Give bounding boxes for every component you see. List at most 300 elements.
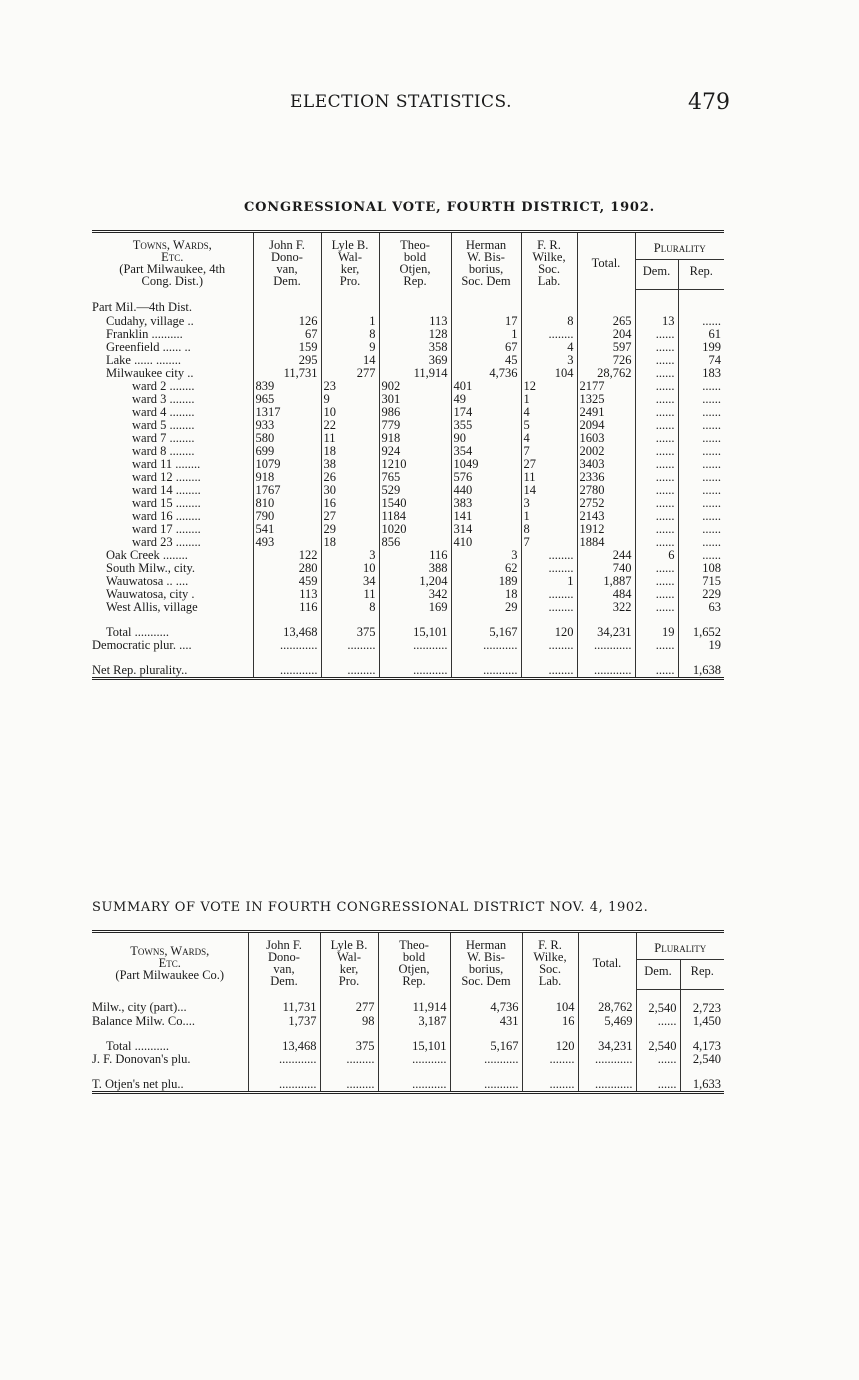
cell-plurality-dem: ......: [635, 562, 678, 575]
cell-plurality-dem: ......: [635, 341, 678, 354]
cell-bisborius: 90: [451, 432, 521, 445]
table-row: [92, 406, 724, 419]
cell-wilke: ........: [521, 601, 577, 614]
congressional-vote-title: CONGRESSIONAL VOTE, FOURTH DISTRICT, 1902.: [244, 200, 655, 215]
cell-total: 1912: [577, 523, 635, 536]
cell-plurality-dem: ......: [635, 458, 678, 471]
cell-donovan: 67: [253, 328, 321, 341]
running-title: ELECTION STATISTICS.: [290, 92, 512, 112]
cell-plurality-rep: 2,540: [680, 1053, 724, 1066]
cell-plurality-dem: ......: [635, 432, 678, 445]
row-label: Franklin ..........: [106, 326, 183, 341]
cell-otjen: 856: [379, 536, 451, 549]
cell-otjen: 388: [379, 562, 451, 575]
header-plurality: Plurality: [635, 232, 724, 260]
cell-donovan: 810: [253, 497, 321, 510]
row-label: ward 12 ........: [132, 469, 201, 484]
cell-plurality-dem: ......: [635, 445, 678, 458]
cell-plurality-rep: 108: [678, 562, 724, 575]
header-bisborius: Herman W. Bis- borius, Soc. Dem: [451, 232, 521, 290]
header-plurality-dem: Dem.: [636, 960, 680, 989]
table-row: [92, 445, 724, 458]
cell-plurality-rep: 4,173: [680, 1028, 724, 1053]
row-label: Balance Milw. Co....: [92, 1013, 195, 1028]
cell-plurality-rep: ......: [678, 484, 724, 497]
cell-bisborius: 355: [451, 419, 521, 432]
header-wilke: F. R. Wilke, Soc. Lab.: [522, 932, 578, 990]
table-row: [92, 367, 724, 380]
cell-plurality-dem: ......: [635, 354, 678, 367]
cell-wilke: 3: [521, 497, 577, 510]
cell-wilke: 27: [521, 458, 577, 471]
cell-bisborius: 49: [451, 393, 521, 406]
cell-plurality-dem: ......: [635, 328, 678, 341]
row-label: ward 2 ........: [132, 378, 195, 393]
cell-bisborius: 67: [451, 341, 521, 354]
cell-walker: [321, 289, 379, 315]
cell-plurality-rep: ......: [678, 549, 724, 562]
cell-plurality-rep: 229: [678, 588, 724, 601]
cell-total: 1325: [577, 393, 635, 406]
cell-walker: 16: [321, 497, 379, 510]
cell-bisborius: 401: [451, 380, 521, 393]
summary-vote-title: SUMMARY OF VOTE IN FOURTH CONGRESSIONAL DISTRICT NOV. 4, 1902.: [92, 900, 649, 915]
cell-donovan: 1079: [253, 458, 321, 471]
cell-total: 2491: [577, 406, 635, 419]
cell-donovan: 790: [253, 510, 321, 523]
cell-donovan: 839: [253, 380, 321, 393]
cell-bisborius: 1: [451, 328, 521, 341]
cell-walker: 11: [321, 432, 379, 445]
cell-donovan: ............: [253, 639, 321, 652]
cell-plurality-dem: ......: [636, 1015, 680, 1028]
row-label: Greenfield ...... ..: [106, 339, 191, 354]
cell-bisborius: ...........: [451, 639, 521, 652]
row-label: T. Otjen's net plu..: [92, 1066, 248, 1093]
row-label: ward 15 ........: [132, 495, 201, 510]
cell-plurality-rep: 183: [678, 367, 724, 380]
cell-plurality-rep: ......: [678, 419, 724, 432]
cell-walker: 29: [321, 523, 379, 536]
cell-otjen: 902: [379, 380, 451, 393]
table-row: [92, 458, 724, 471]
row-label: West Allis, village: [106, 599, 198, 614]
header-plurality-rep: Rep.: [678, 260, 724, 289]
cell-donovan: 11,731: [253, 367, 321, 380]
cell-total: 204: [577, 328, 635, 341]
cell-total: 3403: [577, 458, 635, 471]
cell-bisborius: 189: [451, 575, 521, 588]
table-row: [92, 652, 724, 679]
cell-total: ............: [577, 639, 635, 652]
cell-plurality-dem: ......: [635, 652, 678, 679]
cell-donovan: 1,737: [248, 1015, 320, 1028]
running-head: [0, 92, 859, 122]
cell-plurality-rep: ......: [678, 458, 724, 471]
cell-bisborius: 354: [451, 445, 521, 458]
cell-wilke: 5: [521, 419, 577, 432]
header-wilke: F. R. Wilke, Soc. Lab.: [521, 232, 577, 290]
cell-total: 28,762: [578, 989, 636, 1015]
cell-plurality-dem: ......: [635, 601, 678, 614]
cell-wilke: 16: [522, 1015, 578, 1028]
cell-plurality-dem: 6: [635, 549, 678, 562]
header-plurality-rep: Rep.: [680, 960, 724, 989]
cell-plurality-rep: ......: [678, 406, 724, 419]
cell-otjen: 1210: [379, 458, 451, 471]
cell-bisborius: 5,167: [451, 614, 521, 639]
row-label: Total ...........: [106, 624, 170, 639]
table-row: [92, 1028, 724, 1053]
cell-walker: 1: [321, 315, 379, 328]
row-label: J. F. Donovan's plu.: [92, 1051, 191, 1066]
cell-bisborius: ...........: [450, 1066, 522, 1093]
cell-wilke: 120: [521, 614, 577, 639]
table-row: [92, 601, 724, 614]
cell-walker: .........: [320, 1066, 378, 1093]
cell-bisborius: 174: [451, 406, 521, 419]
cell-plurality-dem: ......: [635, 393, 678, 406]
cell-wilke: ........: [522, 1066, 578, 1093]
cell-plurality-rep: 19: [678, 639, 724, 652]
cell-donovan: 965: [253, 393, 321, 406]
congressional-vote-table: [92, 230, 724, 680]
cell-otjen: 116: [379, 549, 451, 562]
header-otjen: Theo- bold Otjen, Rep.: [378, 932, 450, 990]
header-donovan: John F. Dono- van, Dem.: [248, 932, 320, 990]
cell-plurality-rep: [678, 289, 724, 315]
cell-walker: 26: [321, 471, 379, 484]
cell-plurality-rep: ......: [678, 432, 724, 445]
cell-otjen: 1,204: [379, 575, 451, 588]
cell-otjen: 369: [379, 354, 451, 367]
cell-plurality-rep: ......: [678, 510, 724, 523]
cell-donovan: 159: [253, 341, 321, 354]
cell-bisborius: [451, 289, 521, 315]
cell-walker: 375: [321, 614, 379, 639]
cell-walker: 18: [321, 536, 379, 549]
cell-otjen: ...........: [378, 1066, 450, 1093]
cell-wilke: ........: [522, 1053, 578, 1066]
header-otjen: Theo- bold Otjen, Rep.: [379, 232, 451, 290]
cell-plurality-dem: 13: [635, 315, 678, 328]
cell-plurality-dem: ......: [635, 367, 678, 380]
cell-walker: 27: [321, 510, 379, 523]
cell-wilke: ........: [521, 652, 577, 679]
cell-total: ............: [577, 652, 635, 679]
cell-walker: .........: [321, 639, 379, 652]
cell-wilke: 11: [521, 471, 577, 484]
cell-donovan: 1767: [253, 484, 321, 497]
cell-plurality-dem: [635, 289, 678, 315]
cell-total: 726: [577, 354, 635, 367]
header-total: Total.: [577, 232, 635, 290]
cell-total: 2094: [577, 419, 635, 432]
cell-plurality-dem: ......: [636, 1053, 680, 1066]
cell-total: 597: [577, 341, 635, 354]
cell-plurality-dem: 2,540: [636, 989, 680, 1015]
cell-plurality-rep: 1,638: [678, 652, 724, 679]
cell-donovan: 122: [253, 549, 321, 562]
cell-otjen: ...........: [378, 1053, 450, 1066]
cell-otjen: 301: [379, 393, 451, 406]
cell-wilke: 1: [521, 575, 577, 588]
cell-walker: 277: [321, 367, 379, 380]
cell-wilke: ........: [521, 562, 577, 575]
cell-walker: 375: [320, 1028, 378, 1053]
table-row: [92, 289, 724, 315]
cell-otjen: 779: [379, 419, 451, 432]
table-row: [92, 1015, 724, 1028]
cell-walker: 8: [321, 328, 379, 341]
header-walker: Lyle B. Wal- ker, Pro.: [321, 232, 379, 290]
cell-total: 1884: [577, 536, 635, 549]
cell-bisborius: 18: [451, 588, 521, 601]
cell-bisborius: 17: [451, 315, 521, 328]
cell-plurality-rep: 1,450: [680, 1015, 724, 1028]
cell-walker: 18: [321, 445, 379, 458]
table-row: [92, 588, 724, 601]
cell-wilke: 1: [521, 510, 577, 523]
cell-bisborius: 4,736: [451, 367, 521, 380]
cell-plurality-dem: ......: [635, 406, 678, 419]
cell-walker: 23: [321, 380, 379, 393]
table-row: [92, 328, 724, 341]
cell-plurality-rep: 2,723: [680, 989, 724, 1015]
cell-wilke: 7: [521, 536, 577, 549]
table-row: [92, 354, 724, 367]
cell-plurality-rep: 74: [678, 354, 724, 367]
table-row: [92, 523, 724, 536]
cell-otjen: 113: [379, 315, 451, 328]
cell-bisborius: 4,736: [450, 989, 522, 1015]
row-label: ward 7 ........: [132, 430, 195, 445]
cell-bisborius: 314: [451, 523, 521, 536]
row-label: Wauwatosa .. ....: [106, 573, 189, 588]
cell-otjen: 128: [379, 328, 451, 341]
cell-bisborius: 1049: [451, 458, 521, 471]
cell-bisborius: 440: [451, 484, 521, 497]
cell-donovan: ............: [248, 1053, 320, 1066]
row-label: ward 5 ........: [132, 417, 195, 432]
cell-walker: 98: [320, 1015, 378, 1028]
cell-wilke: 104: [521, 367, 577, 380]
cell-wilke: 14: [521, 484, 577, 497]
cell-total: 2177: [577, 380, 635, 393]
cell-plurality-rep: ......: [678, 393, 724, 406]
header-total: Total.: [578, 932, 636, 990]
cell-total: ............: [578, 1053, 636, 1066]
cell-plurality-rep: 61: [678, 328, 724, 341]
table-row: [92, 510, 724, 523]
cell-otjen: 1020: [379, 523, 451, 536]
cell-plurality-dem: 2,540: [636, 1028, 680, 1053]
cell-wilke: 12: [521, 380, 577, 393]
cell-wilke: 7: [521, 445, 577, 458]
cell-plurality-dem: ......: [636, 1066, 680, 1093]
cell-wilke: 4: [521, 432, 577, 445]
cell-otjen: ...........: [379, 652, 451, 679]
row-label: Part Mil.—4th Dist.: [92, 300, 193, 315]
cell-bisborius: 431: [450, 1015, 522, 1028]
cell-total: ............: [578, 1066, 636, 1093]
cell-plurality-rep: 1,633: [680, 1066, 724, 1093]
table-row: [92, 562, 724, 575]
row-label: Milwaukee city ..: [106, 365, 194, 380]
table-row: [92, 1053, 724, 1066]
cell-otjen: 986: [379, 406, 451, 419]
cell-donovan: 699: [253, 445, 321, 458]
cell-bisborius: 383: [451, 497, 521, 510]
cell-wilke: 4: [521, 406, 577, 419]
cell-plurality-rep: ......: [678, 445, 724, 458]
cell-walker: .........: [321, 652, 379, 679]
cell-donovan: 280: [253, 562, 321, 575]
cell-donovan: 493: [253, 536, 321, 549]
cell-plurality-dem: ......: [635, 471, 678, 484]
cell-walker: 10: [321, 562, 379, 575]
cell-donovan: 126: [253, 315, 321, 328]
row-label: ward 17 ........: [132, 521, 201, 536]
cell-total: 1,887: [577, 575, 635, 588]
cell-plurality-dem: ......: [635, 639, 678, 652]
cell-otjen: 169: [379, 601, 451, 614]
cell-plurality-rep: 1,652: [678, 614, 724, 639]
cell-total: 2336: [577, 471, 635, 484]
cell-bisborius: 29: [451, 601, 521, 614]
cell-wilke: 8: [521, 523, 577, 536]
table-row: [92, 380, 724, 393]
cell-walker: 277: [320, 989, 378, 1015]
cell-total: 2752: [577, 497, 635, 510]
cell-total: 5,469: [578, 1015, 636, 1028]
cell-total: 34,231: [578, 1028, 636, 1053]
row-label: ward 8 ........: [132, 443, 195, 458]
cell-plurality-rep: ......: [678, 315, 724, 328]
cell-plurality-rep: 199: [678, 341, 724, 354]
table-row: [92, 536, 724, 549]
cell-bisborius: 3: [451, 549, 521, 562]
cell-walker: 9: [321, 341, 379, 354]
row-label: Oak Creek ........: [106, 547, 188, 562]
cell-plurality-rep: ......: [678, 536, 724, 549]
table-row: [92, 315, 724, 328]
cell-bisborius: 410: [451, 536, 521, 549]
cell-donovan: 541: [253, 523, 321, 536]
cell-wilke: 8: [521, 315, 577, 328]
row-label: ward 11 ........: [132, 456, 201, 471]
cell-plurality-rep: ......: [678, 471, 724, 484]
table-row: [92, 575, 724, 588]
table-row: [92, 614, 724, 639]
cell-walker: 34: [321, 575, 379, 588]
row-label: Cudahy, village ..: [106, 313, 194, 328]
table-row: [92, 419, 724, 432]
cell-wilke: 120: [522, 1028, 578, 1053]
cell-total: 740: [577, 562, 635, 575]
header-towns: Towns, Wards, Etc. (Part Milwaukee Co.): [92, 932, 248, 990]
cell-otjen: 358: [379, 341, 451, 354]
cell-otjen: 11,914: [379, 367, 451, 380]
cell-otjen: ...........: [379, 639, 451, 652]
cell-bisborius: ...........: [450, 1053, 522, 1066]
cell-plurality-dem: ......: [635, 588, 678, 601]
cell-plurality-dem: ......: [635, 419, 678, 432]
cell-walker: 9: [321, 393, 379, 406]
cell-plurality-dem: 19: [635, 614, 678, 639]
cell-plurality-rep: ......: [678, 523, 724, 536]
cell-otjen: 924: [379, 445, 451, 458]
cell-walker: 3: [321, 549, 379, 562]
cell-donovan: ............: [253, 652, 321, 679]
cell-walker: .........: [320, 1053, 378, 1066]
cell-donovan: [253, 289, 321, 315]
cell-walker: 38: [321, 458, 379, 471]
cell-plurality-dem: ......: [635, 523, 678, 536]
cell-walker: 14: [321, 354, 379, 367]
cell-walker: 8: [321, 601, 379, 614]
page-number: 479: [688, 90, 730, 115]
row-label: Lake ...... ........: [106, 352, 181, 367]
cell-donovan: 13,468: [248, 1028, 320, 1053]
cell-plurality-dem: ......: [635, 380, 678, 393]
row-label: ward 3 ........: [132, 391, 195, 406]
row-label: Milw., city (part)...: [92, 1000, 187, 1015]
cell-wilke: 4: [521, 341, 577, 354]
cell-wilke: ........: [521, 328, 577, 341]
row-label: Total ...........: [106, 1038, 170, 1053]
table-row: [92, 1066, 724, 1093]
header-towns: Towns, Wards, Etc. (Part Milwaukee, 4th Cong. Dist.): [92, 232, 253, 290]
cell-total: 2143: [577, 510, 635, 523]
cell-donovan: ............: [248, 1066, 320, 1093]
cell-bisborius: 5,167: [450, 1028, 522, 1053]
cell-otjen: 342: [379, 588, 451, 601]
cell-total: 265: [577, 315, 635, 328]
cell-otjen: 765: [379, 471, 451, 484]
cell-plurality-rep: ......: [678, 380, 724, 393]
summary-vote-table: [92, 930, 724, 1094]
cell-walker: 30: [321, 484, 379, 497]
table-row: [92, 341, 724, 354]
cell-plurality-dem: ......: [635, 497, 678, 510]
table-row: [92, 639, 724, 652]
cell-wilke: 1: [521, 393, 577, 406]
cell-otjen: 15,101: [378, 1028, 450, 1053]
header-walker: Lyle B. Wal- ker, Pro.: [320, 932, 378, 990]
table-row: [92, 497, 724, 510]
header-plurality-dem: Dem.: [635, 260, 678, 289]
cell-walker: 22: [321, 419, 379, 432]
cell-bisborius: 141: [451, 510, 521, 523]
cell-donovan: 933: [253, 419, 321, 432]
cell-walker: 10: [321, 406, 379, 419]
cell-total: 1603: [577, 432, 635, 445]
cell-donovan: 918: [253, 471, 321, 484]
row-label: Democratic plur. ....: [92, 637, 192, 652]
cell-plurality-dem: ......: [635, 484, 678, 497]
cell-otjen: 3,187: [378, 1015, 450, 1028]
table-row: [92, 484, 724, 497]
cell-otjen: 529: [379, 484, 451, 497]
row-label: Wauwatosa, city .: [106, 586, 195, 601]
table-row: [92, 393, 724, 406]
cell-otjen: 15,101: [379, 614, 451, 639]
cell-wilke: ........: [521, 588, 577, 601]
cell-plurality-rep: ......: [678, 497, 724, 510]
cell-total: 484: [577, 588, 635, 601]
cell-plurality-dem: ......: [635, 575, 678, 588]
